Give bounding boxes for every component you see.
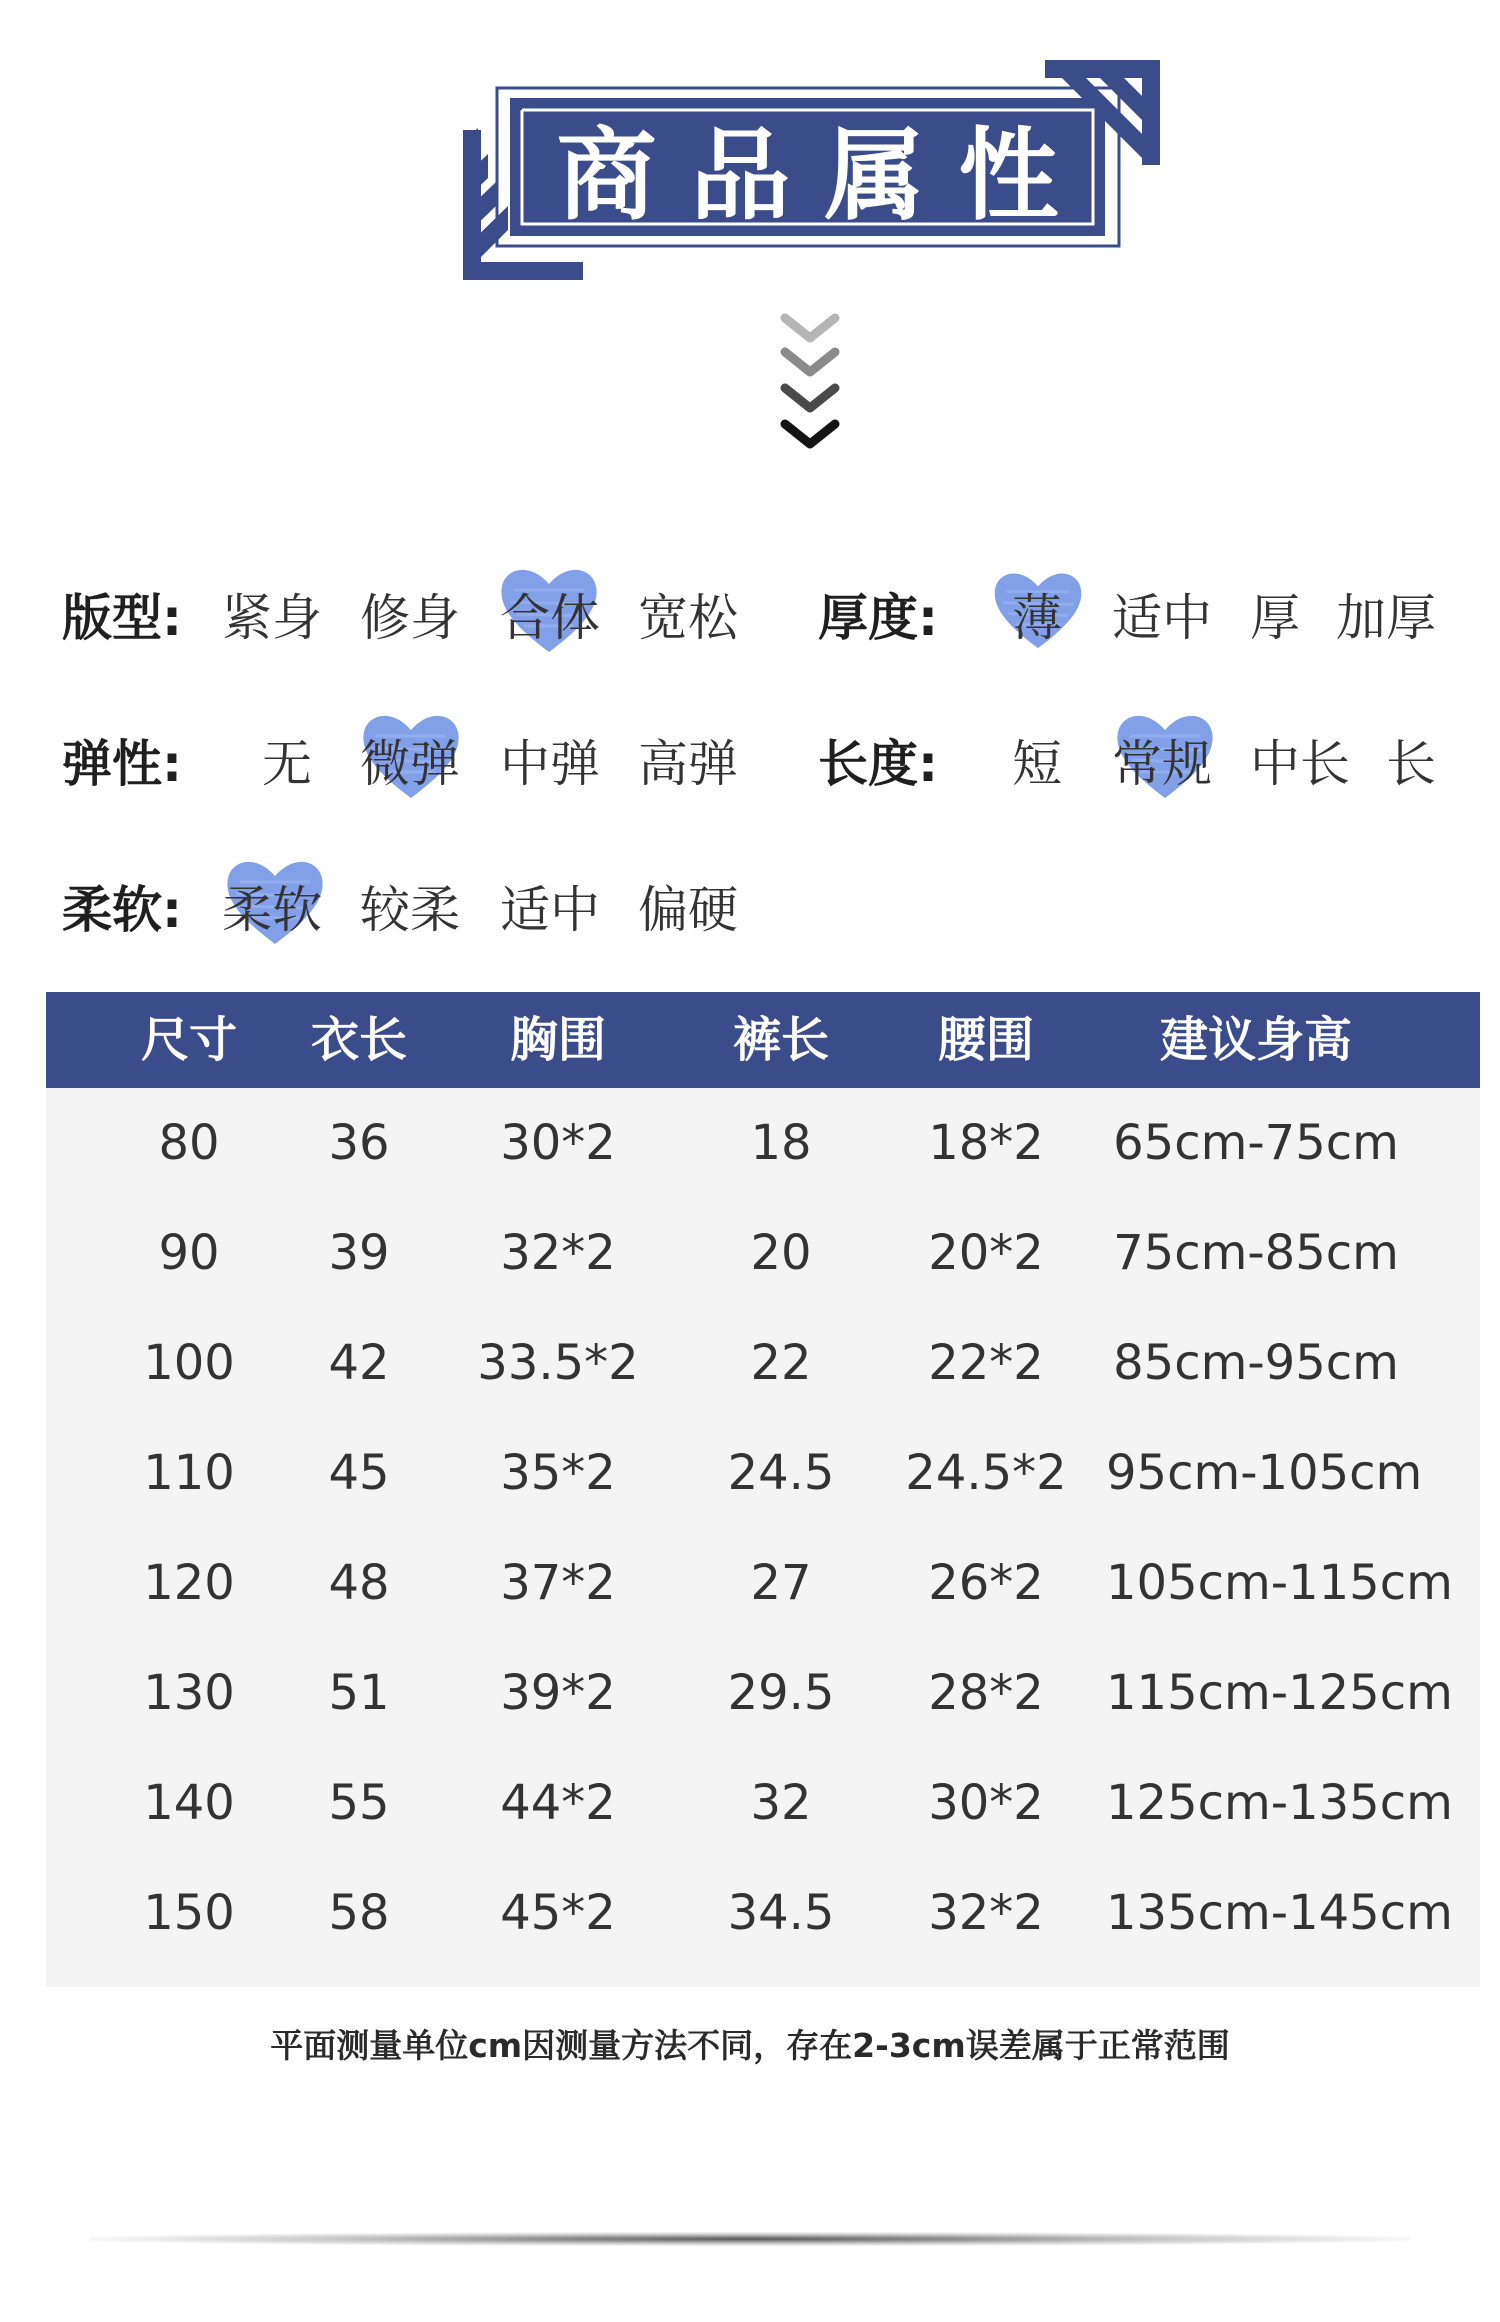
cell-waist: 28*2 bbox=[928, 1665, 1044, 1721]
cell-suggested-height: 65cm-75cm bbox=[1113, 1115, 1399, 1171]
cell-top-length: 51 bbox=[328, 1665, 390, 1721]
cell-chest: 33.5*2 bbox=[477, 1335, 639, 1391]
attr-softness-option-3: 适中 bbox=[500, 881, 600, 939]
header-top-length: 衣长 bbox=[310, 1012, 407, 1068]
attr-elasticity-option-1: 无 bbox=[262, 735, 312, 793]
table-row bbox=[46, 1418, 1480, 1528]
attr-softness-label: 柔软: bbox=[62, 881, 182, 939]
cell-size: 140 bbox=[143, 1775, 235, 1831]
table-row bbox=[46, 1198, 1480, 1308]
table-row bbox=[46, 1858, 1480, 1968]
attr-fit-option-1: 紧身 bbox=[222, 589, 322, 647]
cell-waist: 30*2 bbox=[928, 1775, 1044, 1831]
attr-length-label: 长度: bbox=[818, 735, 938, 793]
attr-length-option-3: 中长 bbox=[1250, 735, 1350, 793]
cell-top-length: 42 bbox=[328, 1335, 390, 1391]
cell-chest: 30*2 bbox=[500, 1115, 616, 1171]
cell-suggested-height: 75cm-85cm bbox=[1113, 1225, 1399, 1281]
cell-suggested-height: 85cm-95cm bbox=[1113, 1335, 1399, 1391]
attr-fit-option-3-selected: 合体 bbox=[500, 589, 600, 647]
attr-length-option-2-selected: 常规 bbox=[1112, 735, 1212, 793]
header-chest: 胸围 bbox=[509, 1012, 606, 1068]
header-waist: 腰围 bbox=[937, 1012, 1034, 1068]
cell-top-length: 36 bbox=[328, 1115, 390, 1171]
cell-size: 90 bbox=[158, 1225, 220, 1281]
attr-fit-option-4: 宽松 bbox=[638, 589, 738, 647]
attr-length-option-4: 长 bbox=[1386, 735, 1436, 793]
cell-size: 80 bbox=[158, 1115, 220, 1171]
attr-thickness-option-1-selected: 薄 bbox=[1012, 589, 1062, 647]
cell-waist: 20*2 bbox=[928, 1225, 1044, 1281]
cell-waist: 26*2 bbox=[928, 1555, 1044, 1611]
bottom-shadow-divider bbox=[90, 2232, 1410, 2246]
banner-title: 商品属性 bbox=[556, 117, 1093, 234]
size-table-header bbox=[46, 992, 1480, 1088]
cell-top-length: 48 bbox=[328, 1555, 390, 1611]
cell-size: 120 bbox=[143, 1555, 235, 1611]
chevron-down-icon bbox=[770, 310, 850, 470]
cell-size: 110 bbox=[143, 1445, 235, 1501]
cell-chest: 37*2 bbox=[500, 1555, 616, 1611]
cell-top-length: 45 bbox=[328, 1445, 390, 1501]
table-row bbox=[46, 1748, 1480, 1858]
cell-top-length: 55 bbox=[328, 1775, 390, 1831]
title-banner bbox=[0, 0, 1500, 300]
attr-length-option-1: 短 bbox=[1012, 735, 1062, 793]
cell-pants-length: 20 bbox=[750, 1225, 812, 1281]
cell-suggested-height: 95cm-105cm bbox=[1106, 1445, 1423, 1501]
size-table bbox=[46, 992, 1480, 1987]
cell-waist: 32*2 bbox=[928, 1885, 1044, 1941]
attr-elasticity-option-3: 中弹 bbox=[500, 735, 600, 793]
table-row bbox=[46, 1528, 1480, 1638]
attr-thickness-option-2: 适中 bbox=[1112, 589, 1212, 647]
cell-waist: 18*2 bbox=[928, 1115, 1044, 1171]
attr-elasticity-label: 弹性: bbox=[62, 735, 182, 793]
cell-pants-length: 32 bbox=[750, 1775, 812, 1831]
cell-chest: 39*2 bbox=[500, 1665, 616, 1721]
table-row bbox=[46, 1088, 1480, 1198]
cell-chest: 32*2 bbox=[500, 1225, 616, 1281]
table-row bbox=[46, 1308, 1480, 1418]
cell-pants-length: 24.5 bbox=[727, 1445, 835, 1501]
attr-elasticity-option-2-selected: 微弹 bbox=[360, 735, 460, 793]
cell-suggested-height: 105cm-115cm bbox=[1106, 1555, 1453, 1611]
cell-chest: 44*2 bbox=[500, 1775, 616, 1831]
cell-size: 130 bbox=[143, 1665, 235, 1721]
cell-waist: 24.5*2 bbox=[905, 1445, 1067, 1501]
cell-size: 100 bbox=[143, 1335, 235, 1391]
attr-thickness-option-3: 厚 bbox=[1250, 589, 1300, 647]
attr-softness-option-1-selected: 柔软 bbox=[222, 881, 322, 939]
table-row bbox=[46, 1638, 1480, 1748]
cell-pants-length: 27 bbox=[750, 1555, 812, 1611]
cell-suggested-height: 125cm-135cm bbox=[1106, 1775, 1453, 1831]
cell-size: 150 bbox=[143, 1885, 235, 1941]
cell-pants-length: 22 bbox=[750, 1335, 812, 1391]
cell-top-length: 58 bbox=[328, 1885, 390, 1941]
cell-chest: 45*2 bbox=[500, 1885, 616, 1941]
header-size: 尺寸 bbox=[140, 1012, 237, 1068]
measurement-note: 平面测量单位cm因测量方法不同，存在2-3cm误差属于正常范围 bbox=[270, 2026, 1230, 2065]
cell-pants-length: 34.5 bbox=[727, 1885, 835, 1941]
cell-chest: 35*2 bbox=[500, 1445, 616, 1501]
cell-suggested-height: 115cm-125cm bbox=[1106, 1665, 1453, 1721]
cell-top-length: 39 bbox=[328, 1225, 390, 1281]
attr-softness-option-4: 偏硬 bbox=[638, 881, 738, 939]
cell-pants-length: 29.5 bbox=[727, 1665, 835, 1721]
cell-suggested-height: 135cm-145cm bbox=[1106, 1885, 1453, 1941]
cell-waist: 22*2 bbox=[928, 1335, 1044, 1391]
attr-fit-label: 版型: bbox=[62, 589, 182, 647]
attr-thickness-option-4: 加厚 bbox=[1336, 589, 1436, 647]
attr-elasticity-option-4: 高弹 bbox=[638, 735, 738, 793]
attr-thickness-label: 厚度: bbox=[818, 589, 938, 647]
header-pants-length: 裤长 bbox=[732, 1012, 829, 1068]
attr-fit-option-2: 修身 bbox=[360, 589, 460, 647]
header-suggested-height: 建议身高 bbox=[1159, 1012, 1352, 1068]
cell-pants-length: 18 bbox=[750, 1115, 812, 1171]
attr-softness-option-2: 较柔 bbox=[360, 881, 460, 939]
